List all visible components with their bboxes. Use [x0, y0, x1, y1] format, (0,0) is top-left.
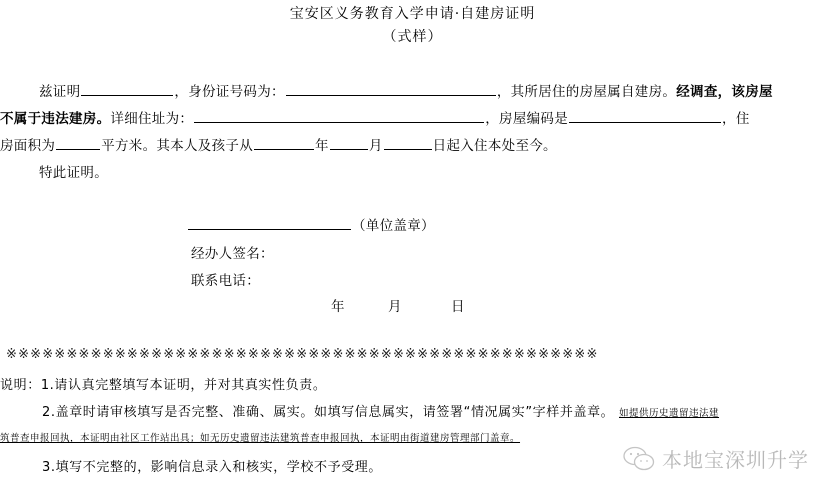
note-item-2: [42, 401, 719, 420]
text: 月: [368, 138, 383, 154]
area-blank[interactable]: [56, 137, 100, 150]
text: ，住: [722, 111, 750, 127]
handler-signature-label: 经办人签名：: [191, 246, 274, 262]
bold-text: 不属于违法建房。: [0, 111, 111, 127]
separator-stars: ※※※※※※※※※※※※※※※※※※※※※※※※※※※※※※※※※※※※※※※※※※※※※※※※※: [6, 347, 599, 362]
address-blank[interactable]: [194, 110, 484, 123]
text: 房面积为: [0, 138, 56, 154]
seal-label: （单位盖章）: [352, 218, 435, 234]
text: ，身份证号码为：: [174, 84, 285, 100]
text: 年: [315, 138, 329, 154]
watermark-text: 本地宝深圳升学: [662, 448, 809, 472]
day-blank[interactable]: [384, 137, 432, 150]
text: ，其所居住的房屋属自建房。: [496, 84, 677, 100]
closing-text: 特此证明。: [39, 165, 108, 181]
date-day: 日: [451, 299, 465, 315]
text: 详细住址为：: [110, 111, 194, 127]
month-blank[interactable]: [330, 137, 368, 150]
note-text: 2.盖章时请审核填写是否完整、准确、属实。如填写信息属实，请签署“情况属实”字样并盖章。: [42, 405, 615, 420]
note-small-underlined: 如提供历史遗留违法建: [619, 408, 720, 419]
date-month: 月: [388, 299, 402, 315]
document-title: 宝安区义务教育入学申请·自建房证明: [289, 6, 536, 22]
seal-line: [187, 214, 435, 234]
paragraph-line-2: [0, 107, 750, 127]
text: 平方米。其本人及孩子从: [101, 138, 254, 154]
paragraph-line-3: [0, 134, 557, 154]
paragraph-line-1: [39, 80, 773, 100]
contact-phone-label: 联系电话：: [191, 273, 260, 289]
text: 日起入住本处至今。: [432, 138, 557, 154]
notes-label: 说明：: [0, 378, 41, 393]
text: ，房屋编码是: [485, 111, 569, 127]
year-blank[interactable]: [254, 137, 314, 150]
note-item-2-continued: 筑普查申报回执，本证明由社区工作站出具；如无历史遗留违法建筑普查申报回执，本证明由街道建房管理部门盖章。: [0, 433, 521, 444]
date-year: 年: [331, 299, 345, 315]
note-item-3: 3.填写不完整的，影响信息录入和核实，学校不予受理。: [42, 460, 383, 475]
bold-text: 经调查，该房屋: [676, 84, 773, 100]
id-number-blank[interactable]: [286, 83, 496, 96]
text: 兹证明: [39, 84, 81, 100]
seal-blank[interactable]: [188, 217, 351, 230]
note-text: 1.请认真完整填写本证明，并对其真实性负责。: [40, 378, 327, 393]
note-item-1: [0, 374, 326, 393]
wechat-icon: [622, 446, 656, 472]
house-code-blank[interactable]: [569, 110, 721, 123]
document-subtitle: （式样）: [382, 29, 443, 45]
name-blank[interactable]: [81, 83, 173, 96]
watermark: [622, 444, 809, 473]
